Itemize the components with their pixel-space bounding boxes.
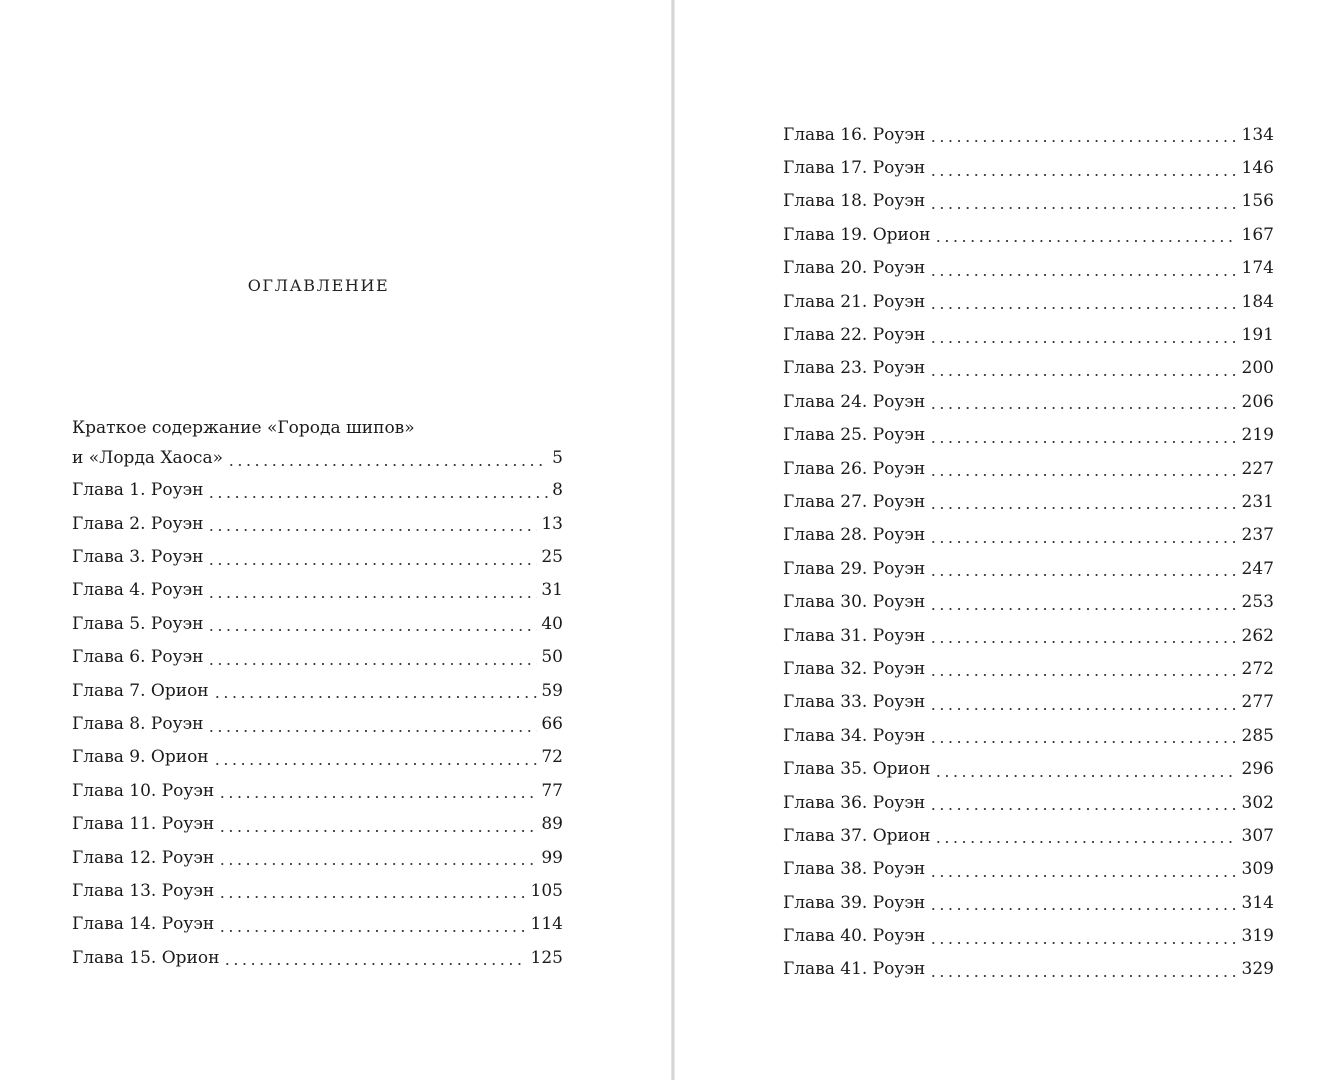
toc-entry-label: Глава 31. Роуэн — [783, 625, 926, 646]
toc-page-number: 59 — [541, 680, 563, 701]
toc-entry-label: Глава 7. Орион — [72, 680, 209, 701]
toc-page-number: 146 — [1241, 158, 1274, 179]
toc-entry[interactable] — [783, 352, 1274, 385]
dot-leader — [929, 294, 1237, 311]
toc-entry[interactable] — [783, 786, 1274, 819]
dot-leader — [929, 795, 1237, 812]
toc-page-number: 156 — [1241, 191, 1274, 212]
toc-entry[interactable] — [783, 886, 1274, 919]
dot-leader — [929, 862, 1237, 879]
toc-entry-label: Глава 25. Роуэн — [783, 425, 926, 446]
toc-entry-label: Глава 21. Роуэн — [783, 291, 926, 312]
dot-leader — [934, 227, 1237, 244]
dot-leader — [207, 717, 537, 734]
toc-page-number: 5 — [552, 448, 563, 468]
toc-entry-label: Глава 41. Роуэн — [783, 959, 926, 980]
toc-entry-label: Глава 30. Роуэн — [783, 592, 926, 613]
toc-entry-label: Глава 17. Роуэн — [783, 158, 926, 179]
dot-leader — [929, 194, 1237, 211]
toc-entry-label: Глава 6. Роуэн — [72, 647, 204, 668]
dot-leader — [213, 683, 538, 700]
right-page — [675, 0, 1344, 1080]
dot-leader — [929, 461, 1237, 478]
toc-entry[interactable] — [783, 285, 1274, 318]
toc-entry-label: Глава 27. Роуэн — [783, 491, 926, 512]
toc-entry[interactable] — [783, 752, 1274, 785]
toc-entry[interactable] — [783, 318, 1274, 351]
toc-page-number: 219 — [1241, 425, 1274, 446]
toc-page-number: 114 — [530, 914, 563, 935]
dot-leader — [218, 883, 526, 900]
toc-page-number: 302 — [1241, 792, 1274, 813]
toc-page-number: 309 — [1241, 859, 1274, 880]
toc-entry[interactable] — [783, 652, 1274, 685]
toc-entry-label: Глава 38. Роуэн — [783, 859, 926, 880]
dot-leader — [934, 762, 1237, 779]
toc-entry-label-continued: и «Лорда Хаоса» — [72, 448, 223, 468]
toc-page-number: 99 — [541, 847, 563, 868]
dot-leader — [207, 516, 537, 533]
toc-entry-label: Глава 39. Роуэн — [783, 892, 926, 913]
toc-entry[interactable] — [783, 419, 1274, 452]
toc-entry-label: Глава 4. Роуэн — [72, 580, 204, 601]
toc-page-number: 174 — [1241, 258, 1274, 279]
toc-entry[interactable] — [783, 185, 1274, 218]
toc-page-number: 89 — [541, 814, 563, 835]
toc-entry[interactable] — [783, 385, 1274, 418]
toc-entry-label: Глава 12. Роуэн — [72, 847, 215, 868]
toc-page-number: 40 — [541, 613, 563, 634]
toc-entry[interactable] — [72, 808, 563, 841]
toc-entry-label: Глава 28. Роуэн — [783, 525, 926, 546]
toc-entry-label: Глава 29. Роуэн — [783, 558, 926, 579]
toc-page-number: 237 — [1241, 525, 1274, 546]
toc-page-number: 25 — [541, 547, 563, 568]
toc-page-number: 262 — [1241, 625, 1274, 646]
dot-leader — [929, 361, 1237, 378]
dot-leader — [929, 695, 1237, 712]
toc-entry[interactable] — [72, 641, 563, 674]
toc-page-number: 253 — [1241, 592, 1274, 613]
toc-entry[interactable] — [72, 540, 563, 573]
toc-entry[interactable] — [783, 552, 1274, 585]
toc-entry-label: Глава 1. Роуэн — [72, 480, 204, 501]
toc-page-number: 134 — [1241, 124, 1274, 145]
dot-leader — [207, 616, 537, 633]
toc-entry-label: Глава 22. Роуэн — [783, 325, 926, 346]
toc-entry[interactable] — [783, 485, 1274, 518]
dot-leader — [929, 127, 1237, 144]
toc-page-number: 227 — [1241, 458, 1274, 479]
toc-entry-label: Глава 32. Роуэн — [783, 658, 926, 679]
dot-leader — [929, 328, 1237, 345]
toc-entry[interactable] — [72, 507, 563, 540]
toc-entry-label: Глава 40. Роуэн — [783, 926, 926, 947]
toc-entry-label: Глава 23. Роуэн — [783, 358, 926, 379]
toc-page-number: 277 — [1241, 692, 1274, 713]
toc-page-number: 50 — [541, 647, 563, 668]
dot-leader — [218, 783, 537, 800]
toc-entry[interactable] — [783, 452, 1274, 485]
dot-leader — [929, 895, 1237, 912]
toc-entry-label: Глава 11. Роуэн — [72, 814, 215, 835]
toc-entry-label: Глава 14. Роуэн — [72, 914, 215, 935]
toc-entry-label: Глава 10. Роуэн — [72, 780, 215, 801]
toc-page-number: 72 — [541, 747, 563, 768]
toc-page-number: 329 — [1241, 959, 1274, 980]
toc-entry[interactable] — [72, 707, 563, 740]
toc-entry-label: Глава 8. Роуэн — [72, 714, 204, 735]
toc-entry-label: Глава 20. Роуэн — [783, 258, 926, 279]
toc-entry-label: Глава 9. Орион — [72, 747, 209, 768]
toc-heading: ОГЛАВЛЕНИЕ — [247, 276, 390, 295]
toc-entry-label: Глава 15. Орион — [72, 947, 220, 968]
toc-entry[interactable] — [783, 585, 1274, 618]
toc-entry-label: Глава 24. Роуэн — [783, 391, 926, 412]
toc-page-number: 231 — [1241, 491, 1274, 512]
dot-leader — [929, 728, 1237, 745]
toc-entry[interactable] — [783, 519, 1274, 552]
toc-entry[interactable] — [72, 774, 563, 807]
toc-entry-label: Глава 18. Роуэн — [783, 191, 926, 212]
toc-page-number: 31 — [541, 580, 563, 601]
dot-leader — [929, 661, 1237, 678]
dot-leader — [207, 483, 548, 500]
dot-leader — [207, 650, 537, 667]
toc-page-number: 184 — [1241, 291, 1274, 312]
toc-page-number: 8 — [552, 480, 563, 501]
dot-leader — [207, 550, 537, 567]
toc-page-number: 125 — [530, 947, 563, 968]
dot-leader — [223, 950, 526, 967]
toc-entry[interactable] — [783, 118, 1274, 151]
toc-entry[interactable] — [72, 908, 563, 941]
toc-entry-label: Глава 26. Роуэн — [783, 458, 926, 479]
toc-page-number: 314 — [1241, 892, 1274, 913]
toc-entry-label: Глава 13. Роуэн — [72, 880, 215, 901]
toc-entry-summary[interactable] — [72, 413, 563, 474]
toc-entry[interactable] — [72, 941, 563, 974]
toc-entry[interactable] — [72, 574, 563, 607]
toc-entry[interactable] — [783, 853, 1274, 886]
toc-entry[interactable] — [783, 719, 1274, 752]
toc-entry[interactable] — [72, 474, 563, 507]
toc-entry[interactable] — [783, 953, 1274, 986]
toc-page-number: 191 — [1241, 325, 1274, 346]
toc-entry-label: Глава 16. Роуэн — [783, 124, 926, 145]
toc-page-number: 247 — [1241, 558, 1274, 579]
toc-entry[interactable] — [72, 841, 563, 874]
toc-entry[interactable] — [72, 674, 563, 707]
dot-leader — [929, 161, 1237, 178]
toc-entry-label: Глава 35. Орион — [783, 759, 931, 780]
dot-leader — [929, 428, 1237, 445]
dot-leader — [929, 494, 1237, 511]
toc-entry[interactable] — [72, 607, 563, 640]
dot-leader — [207, 583, 537, 600]
toc-entry-label: Глава 33. Роуэн — [783, 692, 926, 713]
toc-entry-label: Глава 37. Орион — [783, 825, 931, 846]
toc-entry-label: Глава 19. Орион — [783, 224, 931, 245]
toc-entry[interactable] — [783, 919, 1274, 952]
dot-leader — [929, 962, 1237, 979]
toc-page-number: 285 — [1241, 725, 1274, 746]
dot-leader — [929, 528, 1237, 545]
toc-entry[interactable] — [783, 819, 1274, 852]
toc-page-number: 105 — [530, 880, 563, 901]
toc-page-number: 319 — [1241, 926, 1274, 947]
toc-entry-label: Глава 2. Роуэн — [72, 513, 204, 534]
toc-entry[interactable] — [783, 218, 1274, 251]
dot-leader — [218, 850, 537, 867]
dot-leader — [929, 595, 1237, 612]
dot-leader — [929, 394, 1237, 411]
toc-entry[interactable] — [72, 741, 563, 774]
dot-leader — [929, 929, 1237, 946]
toc-list-right — [783, 118, 1274, 986]
dot-leader — [218, 817, 537, 834]
toc-entry[interactable] — [72, 874, 563, 907]
dot-leader — [934, 828, 1237, 845]
toc-page-number: 272 — [1241, 658, 1274, 679]
dot-leader — [929, 628, 1237, 645]
toc-page-number: 200 — [1241, 358, 1274, 379]
toc-entry-label: Краткое содержание «Города шипов» — [72, 418, 415, 438]
toc-list-left — [72, 413, 563, 974]
toc-entry-label: Глава 5. Роуэн — [72, 613, 204, 634]
toc-entry[interactable] — [783, 619, 1274, 652]
toc-page-number: 13 — [541, 513, 563, 534]
toc-entry-label: Глава 34. Роуэн — [783, 725, 926, 746]
toc-page-number: 296 — [1241, 759, 1274, 780]
dot-leader — [929, 261, 1237, 278]
dot-leader — [929, 561, 1237, 578]
toc-entry[interactable] — [783, 151, 1274, 184]
toc-entry[interactable] — [783, 686, 1274, 719]
toc-page-number: 167 — [1241, 224, 1274, 245]
dot-leader — [213, 750, 538, 767]
dot-leader — [218, 917, 526, 934]
toc-entry-label: Глава 3. Роуэн — [72, 547, 204, 568]
dot-leader — [227, 451, 548, 468]
toc-page-number: 307 — [1241, 825, 1274, 846]
toc-entry-label: Глава 36. Роуэн — [783, 792, 926, 813]
toc-page-number: 66 — [541, 714, 563, 735]
toc-page-number: 206 — [1241, 391, 1274, 412]
toc-entry[interactable] — [783, 252, 1274, 285]
toc-page-number: 77 — [541, 780, 563, 801]
